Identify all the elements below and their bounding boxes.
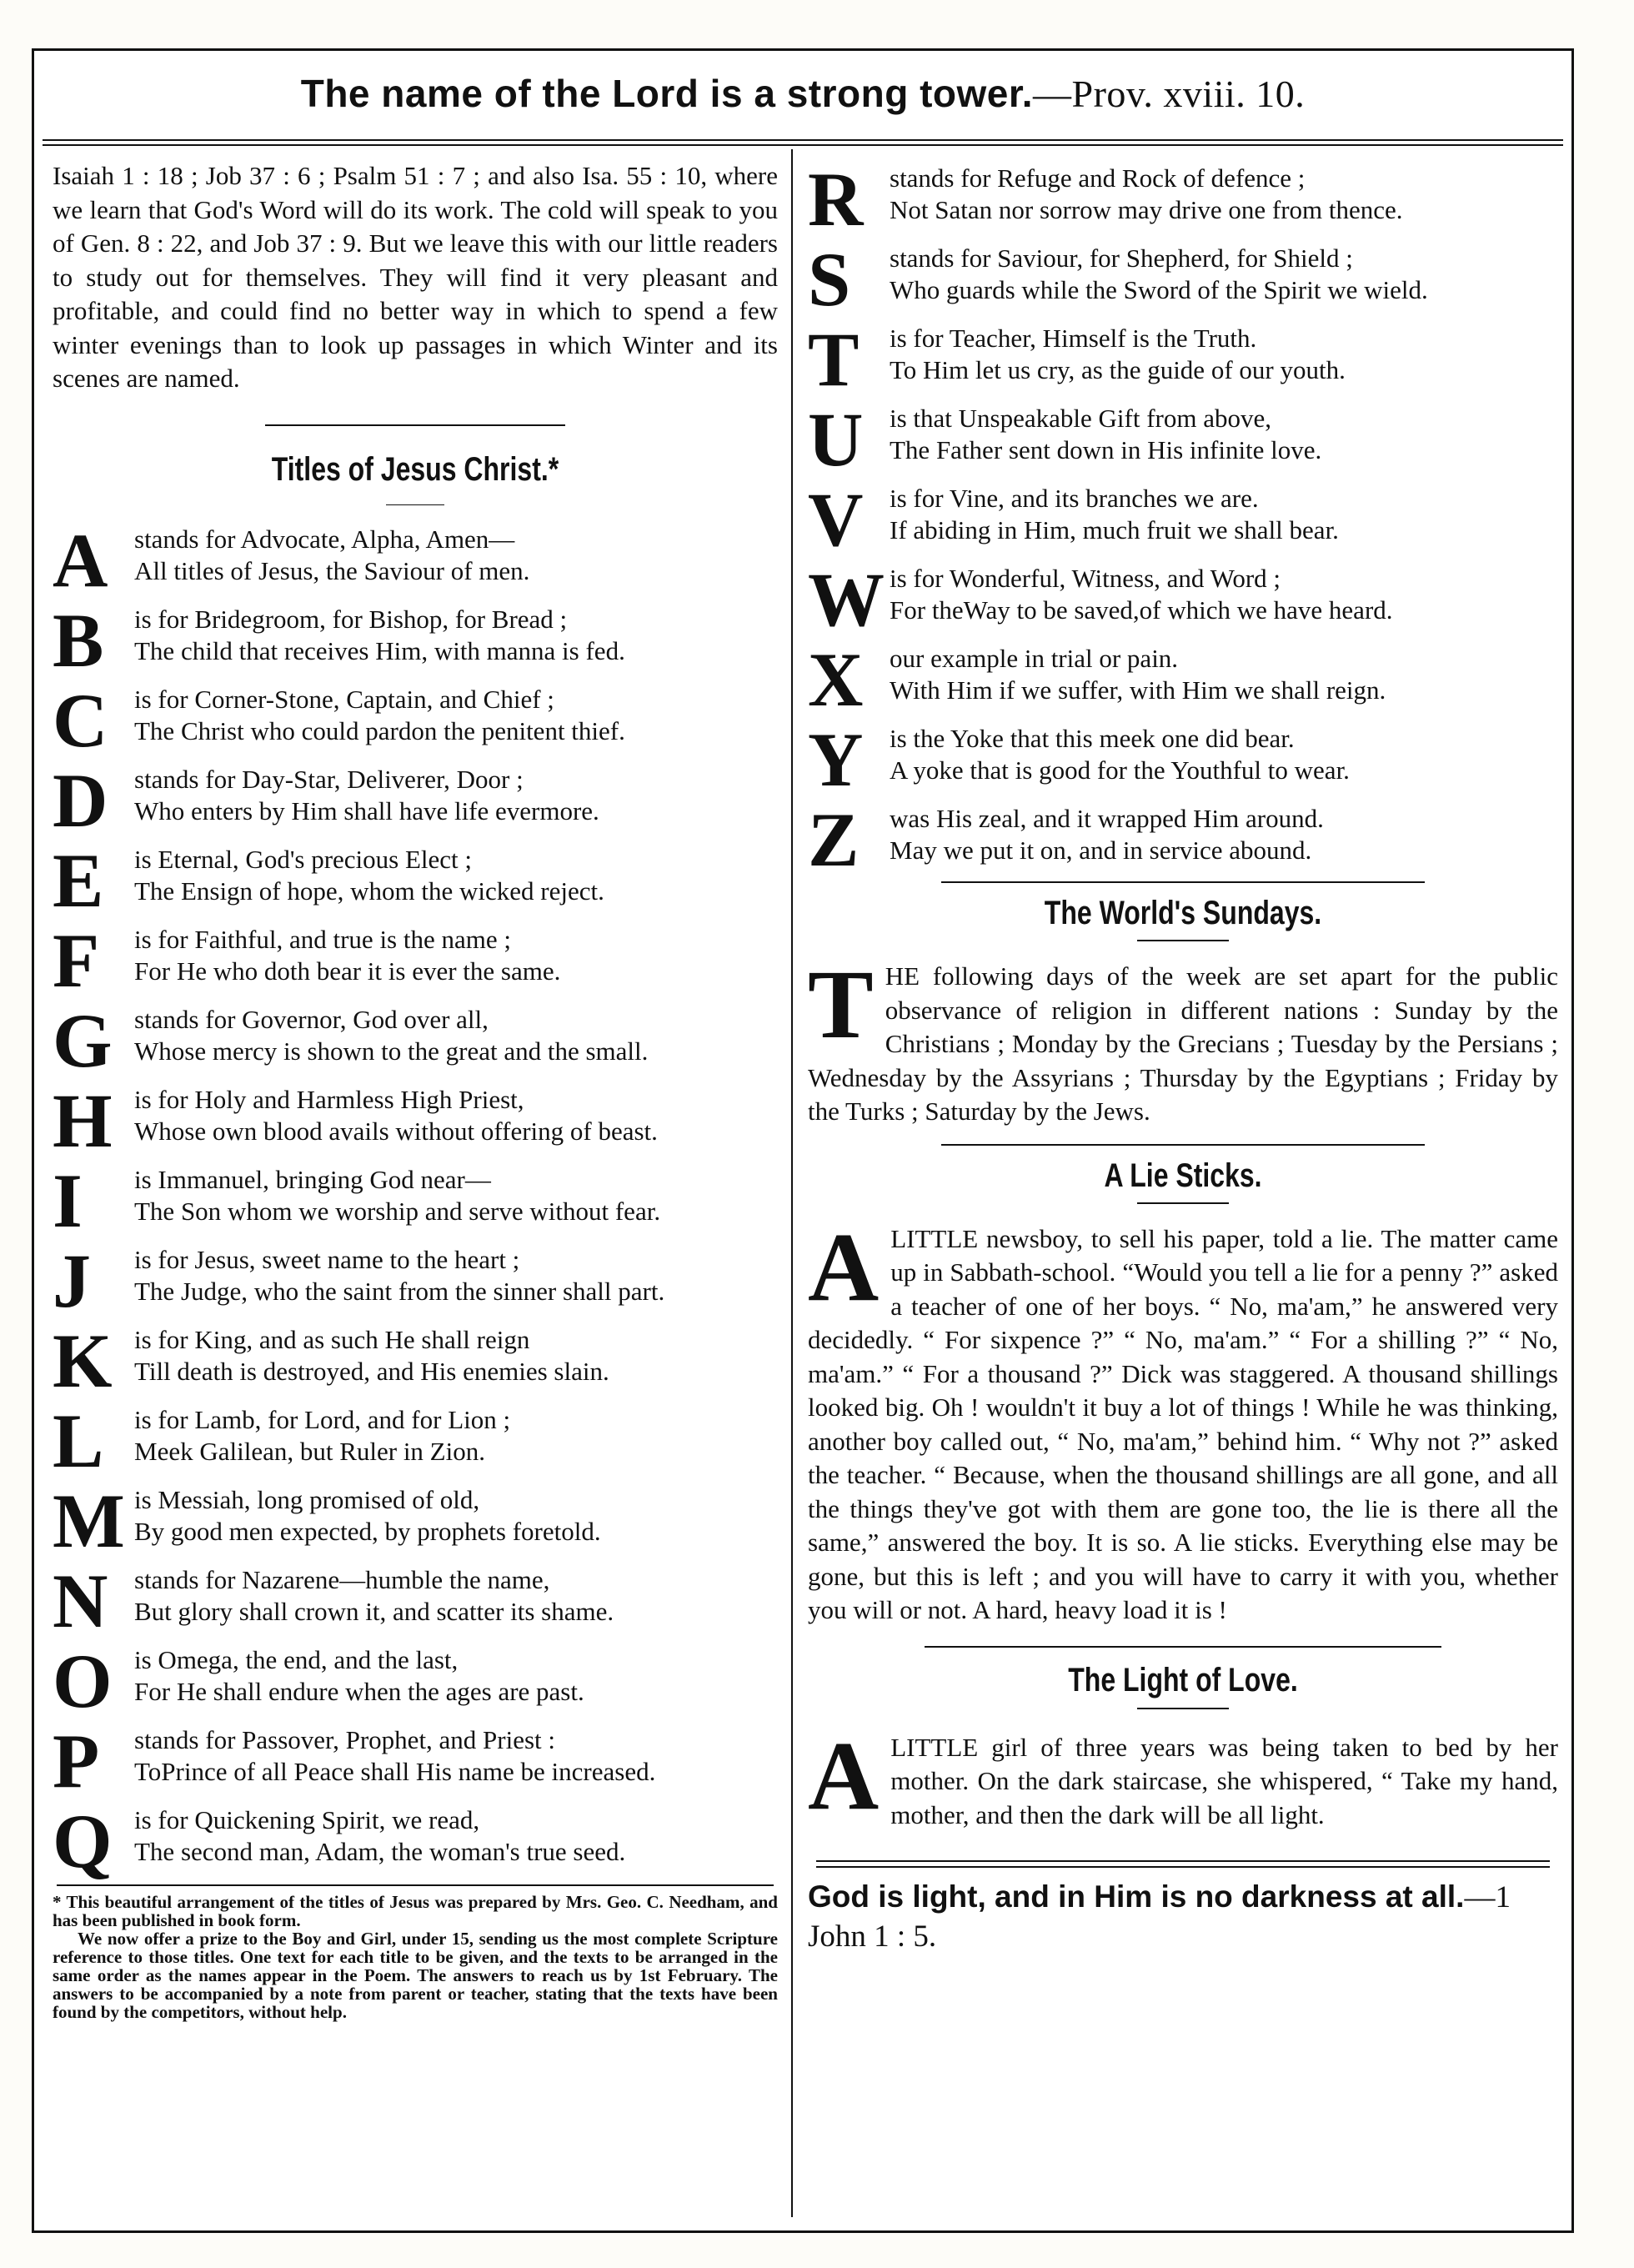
right-column: [808, 159, 1558, 1956]
lie-sticks-text: LITTLE newsboy, to sell his paper, told a lie. The matter came up in Sabbath-school. “Would you tell a lie for a penny ?” asked a teacher of one of her boys. “ No, ma'am,” he answered very decidedly. “ For sixpence ?” “ No, ma'am.” “ For a shilling ?” “ No, ma'am.” “ For a thousand ?” Dick was staggered. A thousand shillings looked big. Oh ! wouldn't it buy a lot of things ! While he was thinking, another boy called out, “ No, ma'am,” behind him. “ Why not ?” asked the teacher. “ Because, when the thousand shillings are all gone, and all the things they've got with them are gone too, the lie is there all the same,” answered the boy. It is so. A lie sticks. Everything else may be gone, but this is left ; and you will have to carry it with you, whether you will or not. A hard, heavy load it is !: [808, 1223, 1558, 1624]
entry-line-2: To Him let us cry, as the guide of our youth.: [890, 355, 1346, 384]
worlds-sundays-dropcap: T: [808, 950, 874, 1059]
initial-letter: M: [53, 1478, 125, 1563]
entry-line-1: is Eternal, God's precious Elect ;: [134, 844, 473, 874]
title-entry-s: [808, 237, 1558, 322]
entry-line-1: is Immanuel, bringing God near—: [134, 1164, 491, 1194]
worlds-sundays-text: HE following days of the week are set apart for the public observance of religion in different nations : Sunday by the Christians ; Monday by the Grecians ; Tuesday by the Persians ; Wednesday by the Assyrians ; Thursday by the Egyptians ; Friday by the Turks ; Saturday by the Jews.: [808, 961, 1558, 1126]
title-entry-e: [53, 837, 778, 923]
title-entry-n: [53, 1558, 778, 1643]
section-divider: [941, 1144, 1425, 1146]
column-divider: [791, 149, 793, 2217]
footnote-prize: We now offer a prize to the Boy and Girl, under 15, sending us the most complete Scripture reference to those titles. One text for each title to be given, and the texts to be arranged in the same order as the names appear in the Poem. The answers to reach us by 1st February. The answers to be accompanied by a note from parent or teacher, stating that the texts have been found by the competitors, without help.: [53, 1928, 778, 2022]
footnote-origin: * This beautiful arrangement of the titles of Jesus was prepared by Mrs. Geo. C. Needham, and has been published in book form.: [53, 1891, 778, 1930]
entry-line-1: is for Wonderful, Witness, and Word ;: [890, 564, 1281, 593]
title-underline: [386, 504, 444, 505]
title-entry-h: [53, 1077, 778, 1163]
entry-line-2: By good men expected, by prophets foretold.: [134, 1516, 601, 1546]
entry-line-1: is for Lamb, for Lord, and for Lion ;: [134, 1404, 511, 1434]
initial-letter: F: [53, 917, 100, 1003]
entry-line-2: Meek Galilean, but Ruler in Zion.: [134, 1436, 485, 1466]
left-column: [53, 159, 778, 2021]
title-underline: [1137, 940, 1229, 941]
closing-divider-double: [816, 1866, 1550, 1868]
header-title-text: The name of the Lord is a strong tower.: [300, 72, 1033, 115]
closing-divider: [816, 1860, 1550, 1862]
entry-line-2: The Christ who could pardon the penitent thief.: [134, 715, 625, 745]
initial-letter: B: [53, 597, 104, 683]
title-entry-k: [53, 1317, 778, 1403]
title-entry-w: [808, 559, 1558, 640]
entry-line-1: stands for Governor, God over all,: [134, 1004, 489, 1034]
entry-line-2: The Judge, who the saint from the sinner shall part.: [134, 1276, 665, 1306]
entry-line-1: stands for Passover, Prophet, and Priest :: [134, 1724, 556, 1754]
entry-line-1: is the Yoke that this meek one did bear.: [890, 724, 1295, 753]
entry-line-1: is for Corner-Stone, Captain, and Chief ;: [134, 684, 554, 714]
title-entry-l: [53, 1397, 778, 1483]
section-divider: [925, 1646, 1441, 1648]
title-entry-b: [53, 597, 778, 683]
initial-letter: Q: [53, 1798, 113, 1884]
section-divider: [941, 881, 1425, 883]
entry-line-2: For He shall endure when the ages are past.: [134, 1676, 584, 1706]
lie-sticks-title: A Lie Sticks.: [1104, 1157, 1262, 1194]
entry-line-2: Who enters by Him shall have life evermore.: [134, 795, 599, 825]
closing-verse-reference: —1 John 1 : 5.: [808, 1880, 1511, 1954]
initial-letter: H: [53, 1077, 113, 1163]
header-title: [34, 71, 1571, 116]
entry-line-2: The Son whom we worship and serve without fear.: [134, 1196, 661, 1226]
initial-letter: S: [808, 237, 851, 322]
entry-line-2: Not Satan nor sorrow may drive one from thence.: [890, 195, 1403, 224]
entry-line-1: is that Unspeakable Gift from above,: [890, 404, 1271, 433]
title-entry-y: [808, 717, 1558, 802]
entry-line-1: is for King, and as such He shall reign: [134, 1324, 530, 1354]
entry-line-1: stands for Saviour, for Shepherd, for Shield ;: [890, 243, 1353, 273]
title-entry-j: [53, 1237, 778, 1323]
entry-line-2: Till death is destroyed, and His enemies slain.: [134, 1356, 609, 1386]
title-entry-g: [53, 997, 778, 1083]
header-rule-bottom: [43, 144, 1563, 146]
footnote-divider: [57, 1884, 774, 1886]
initial-letter: E: [53, 837, 104, 923]
entry-line-2: May we put it on, and in service abound.: [890, 835, 1312, 865]
worlds-sundays-title: The World's Sundays.: [1044, 895, 1322, 931]
initial-letter: K: [53, 1317, 113, 1403]
entry-line-2: The child that receives Him, with manna is fed.: [134, 635, 625, 665]
initial-letter: J: [53, 1237, 91, 1323]
title-entry-x: [808, 637, 1558, 722]
initial-letter: W: [808, 557, 885, 642]
light-of-love-text: LITTLE girl of three years was being taken to bed by her mother. On the dark staircase, she whispered, “ Take my hand, mother, and then the dark will be all light.: [890, 1732, 1558, 1829]
entry-line-2: ToPrince of all Peace shall His name be increased.: [134, 1756, 656, 1786]
entry-line-1: is for Teacher, Himself is the Truth.: [890, 324, 1257, 353]
entry-line-2: A yoke that is good for the Youthful to wear.: [890, 755, 1350, 785]
initial-letter: I: [53, 1157, 83, 1243]
initial-letter: D: [53, 757, 108, 843]
initial-letter: U: [808, 397, 864, 482]
title-entry-q: [53, 1798, 778, 1884]
entry-line-1: is for Faithful, and true is the name ;: [134, 924, 511, 954]
title-entry-c: [53, 677, 778, 763]
entry-line-2: With Him if we suffer, with Him we shall reign.: [890, 675, 1386, 705]
entry-line-1: is for Holy and Harmless High Priest,: [134, 1084, 524, 1114]
initial-letter: N: [53, 1558, 108, 1643]
entry-line-1: stands for Day-Star, Deliverer, Door ;: [134, 764, 524, 794]
title-entry-t: [808, 317, 1558, 402]
entry-line-1: stands for Nazarene—humble the name,: [134, 1564, 550, 1594]
initial-letter: R: [808, 157, 864, 242]
initial-letter: Y: [808, 717, 864, 802]
entry-line-2: Whose own blood avails without offering of beast.: [134, 1116, 658, 1146]
title-entry-p: [53, 1718, 778, 1804]
header-reference: —Prov. xviii. 10.: [1033, 73, 1306, 115]
light-of-love-title: The Light of Love.: [1068, 1661, 1298, 1698]
title-entry-i: [53, 1157, 778, 1243]
initial-letter: G: [53, 997, 113, 1083]
title-entry-o: [53, 1638, 778, 1724]
entry-line-2: But glory shall crown it, and scatter its shame.: [134, 1596, 614, 1626]
title-underline: [1137, 1202, 1229, 1204]
light-of-love-paragraph: [808, 1720, 1558, 1833]
page-frame: [32, 48, 1574, 2233]
entry-line-1: our example in trial or pain.: [890, 644, 1179, 673]
entry-line-1: is for Bridegroom, for Bishop, for Bread ;: [134, 604, 568, 634]
initial-letter: P: [53, 1718, 100, 1804]
initial-letter: V: [808, 477, 864, 562]
entry-line-1: is Messiah, long promised of old,: [134, 1484, 480, 1514]
entry-line-2: The Father sent down in His infinite love.: [890, 435, 1322, 464]
entry-line-1: stands for Advocate, Alpha, Amen—: [134, 524, 515, 554]
titles-section-title: Titles of Jesus Christ.*: [271, 450, 559, 488]
title-entry-m: [53, 1478, 778, 1563]
lie-sticks-dropcap: A: [808, 1212, 880, 1322]
lie-sticks-paragraph: [808, 1212, 1558, 1628]
entry-line-2: Who guards while the Sword of the Spirit we wield.: [890, 275, 1428, 304]
entry-line-1: stands for Refuge and Rock of defence ;: [890, 163, 1306, 193]
title-entry-r: [808, 157, 1558, 242]
entry-line-2: All titles of Jesus, the Saviour of men.: [134, 555, 530, 585]
intro-paragraph: Isaiah 1 : 18 ; Job 37 : 6 ; Psalm 51 : 7 ; and also Isa. 55 : 10, where we learn that God's Word will do its work. The cold will speak to you of Gen. 8 : 22, and Job 37 : 9. But we leave this with our little readers to study out for themselves. They will find it very pleasant and profitable, and could find no better way in which to spend a few winter evenings than to look up passages in which Winter and its scenes are named.: [53, 161, 778, 393]
light-of-love-dropcap: A: [808, 1720, 880, 1830]
initial-letter: T: [808, 317, 860, 402]
entry-line-2: The Ensign of hope, whom the wicked reject.: [134, 876, 604, 906]
initial-letter: A: [53, 517, 108, 603]
closing-verse-text: God is light, and in Him is no darkness at all.: [808, 1879, 1465, 1914]
entry-line-1: is for Vine, and its branches we are.: [890, 484, 1259, 513]
entry-line-2: Whose mercy is shown to the great and the small.: [134, 1036, 649, 1066]
initial-letter: L: [53, 1397, 104, 1483]
entry-line-1: was His zeal, and it wrapped Him around.: [890, 804, 1324, 833]
title-entry-d: [53, 757, 778, 843]
initial-letter: X: [808, 637, 864, 722]
page-header: [34, 51, 1571, 134]
closing-verse: [808, 1878, 1558, 1956]
entry-line-2: The second man, Adam, the woman's true seed.: [134, 1836, 626, 1866]
entry-line-2: If abiding in Him, much fruit we shall bear.: [890, 515, 1339, 544]
title-entry-v: [808, 477, 1558, 562]
title-entry-u: [808, 397, 1558, 482]
title-entry-z: [808, 797, 1558, 882]
entry-line-1: is for Quickening Spirit, we read,: [134, 1804, 480, 1834]
title-entry-f: [53, 917, 778, 1003]
entry-line-2: For He who doth bear it is ever the same.: [134, 956, 561, 986]
header-rule-top: [43, 139, 1563, 141]
initial-letter: C: [53, 677, 108, 763]
title-entry-a: [53, 517, 778, 603]
title-underline: [1137, 1708, 1229, 1709]
titles-list: [53, 517, 778, 1884]
entry-line-1: is for Jesus, sweet name to the heart ;: [134, 1244, 520, 1274]
worlds-sundays-paragraph: [808, 950, 1558, 1129]
initial-letter: O: [53, 1638, 113, 1724]
entry-line-1: is Omega, the end, and the last,: [134, 1644, 459, 1674]
section-divider: [265, 424, 565, 426]
titles-continued-list: [808, 159, 1558, 880]
initial-letter: Z: [808, 797, 860, 882]
entry-line-2: For theWay to be saved,of which we have heard.: [890, 595, 1393, 625]
